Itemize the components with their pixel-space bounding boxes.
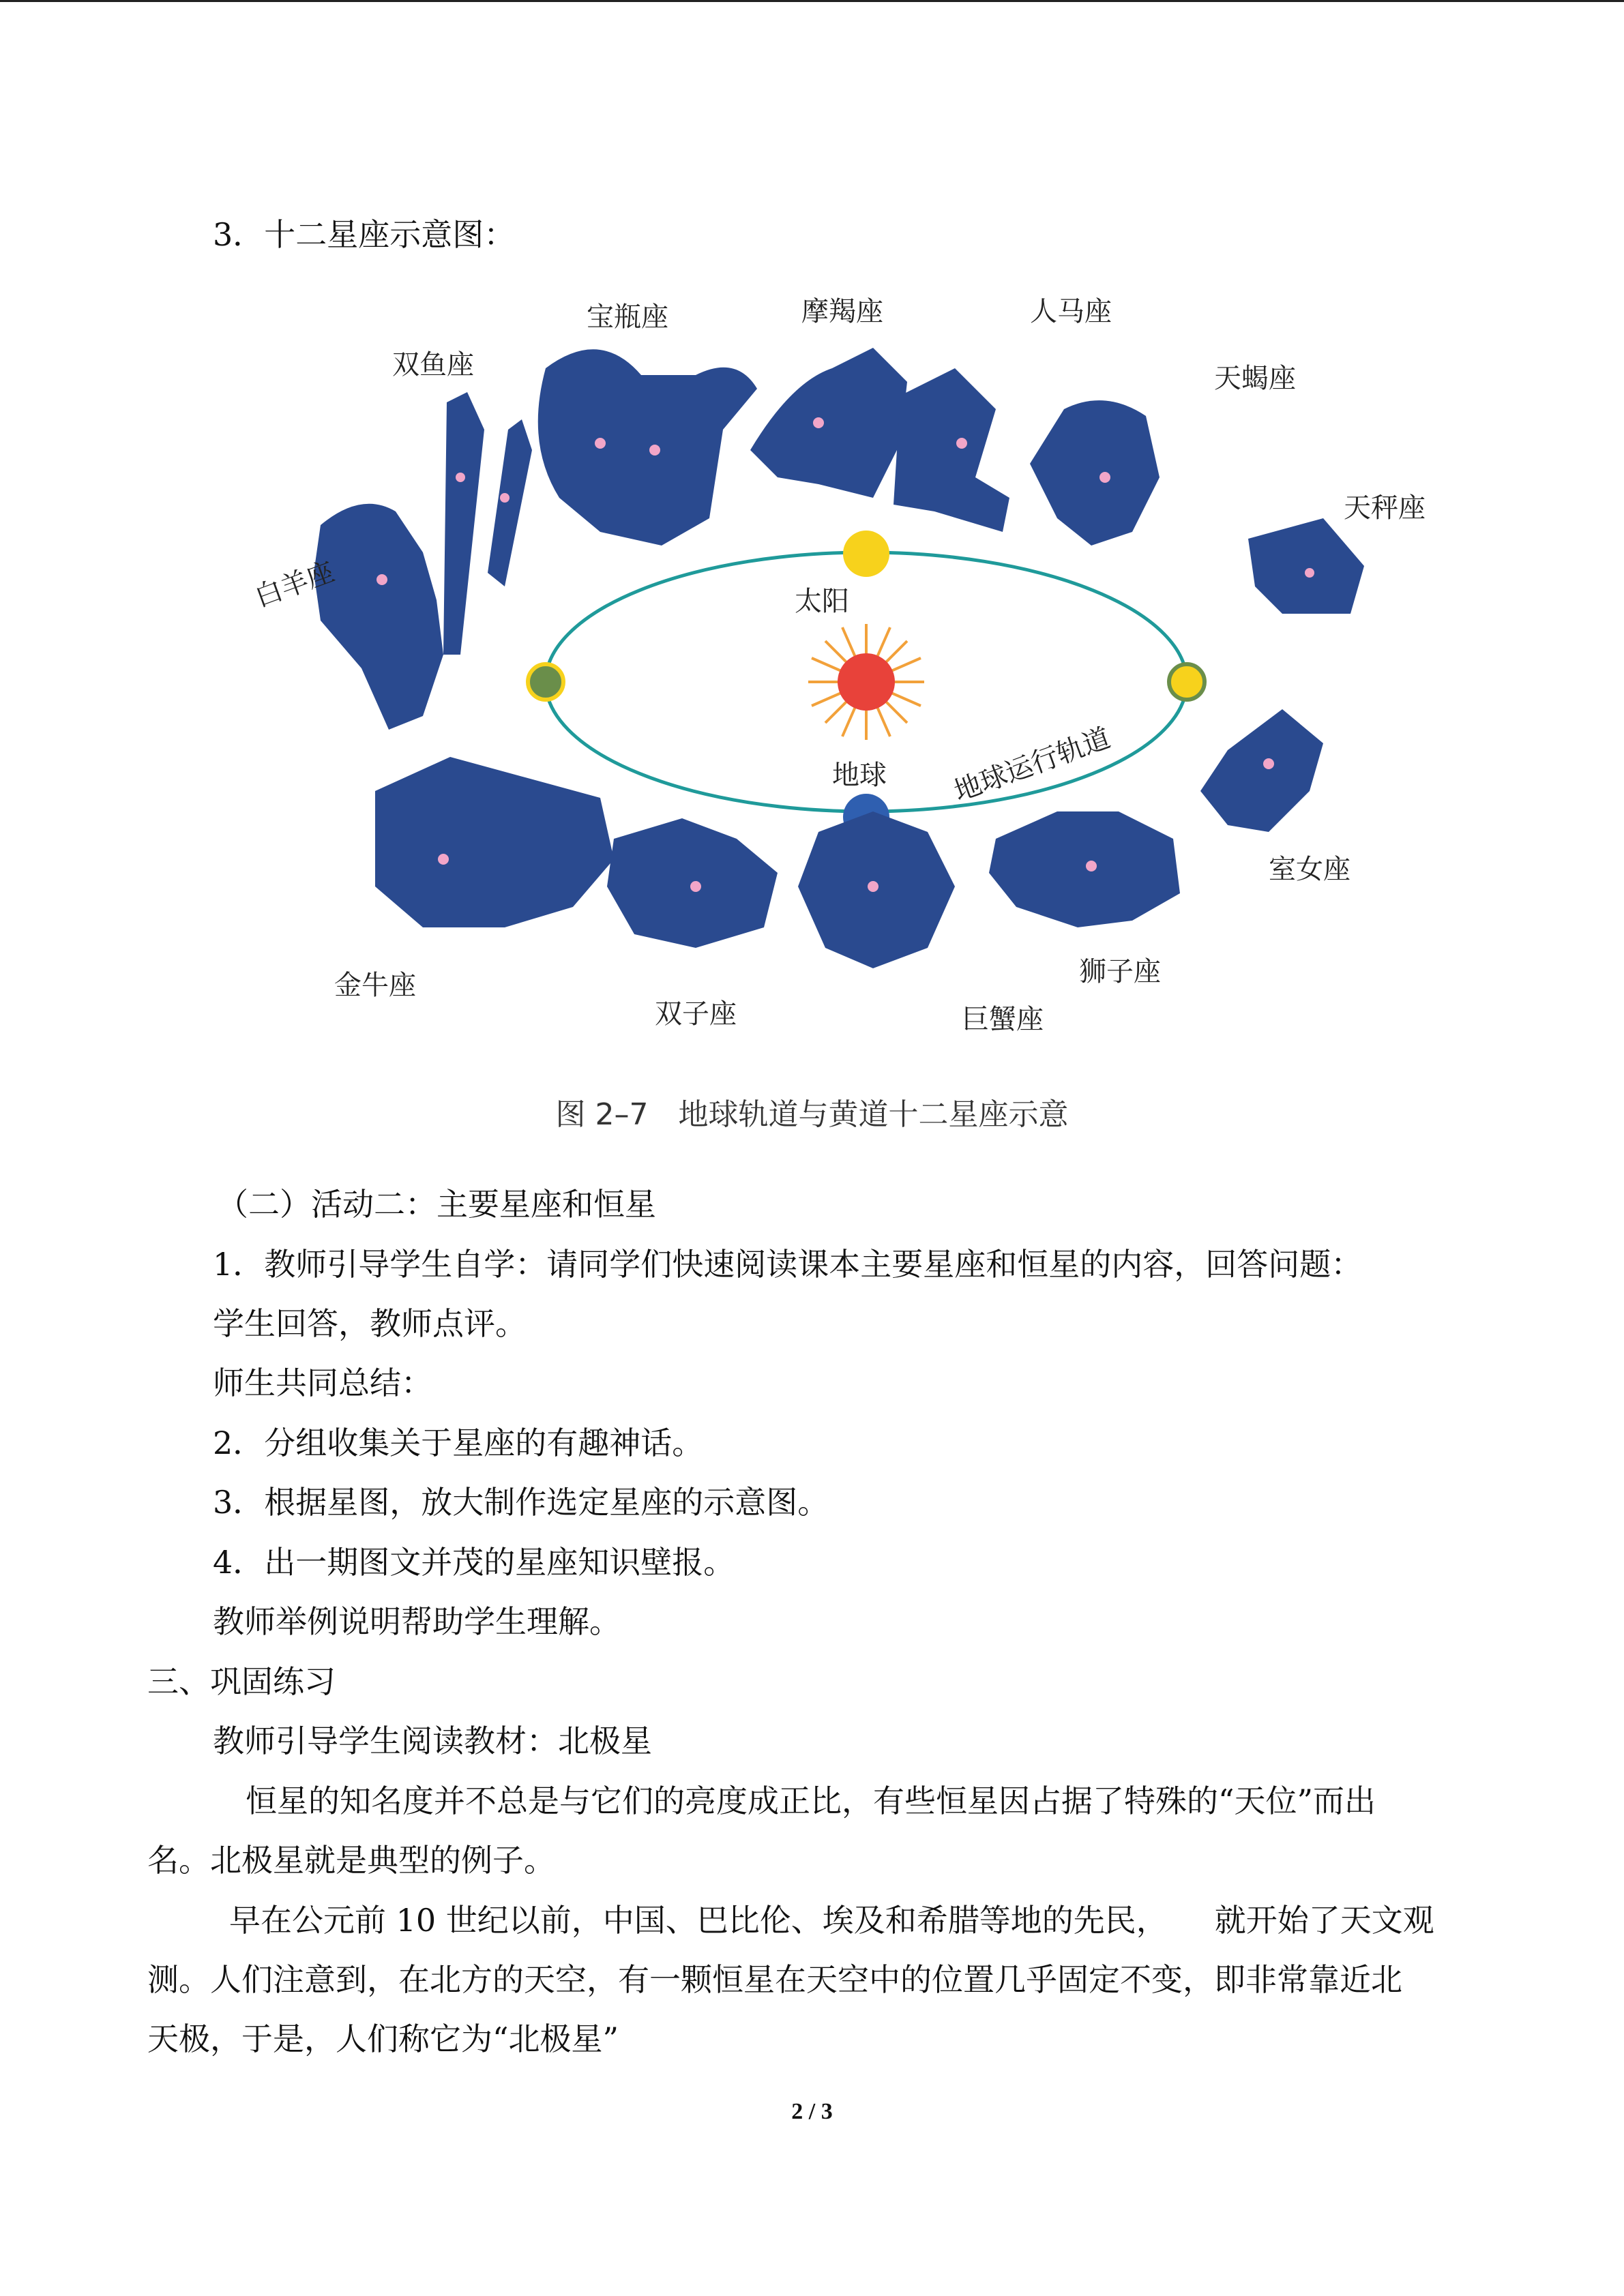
capricorn-label: 摩羯座 <box>801 296 883 327</box>
pisces-silhouette <box>443 392 532 655</box>
paragraph-11: 恒星的知名度并不总是与它们的亮度成正比，有些恒星因占据了特殊的“天位”而出 <box>246 1783 1376 1819</box>
taurus-silhouette <box>375 757 614 927</box>
virgo-silhouette <box>1200 709 1323 832</box>
leo-label: 狮子座 <box>1079 956 1161 987</box>
capricorn-silhouette <box>750 348 907 498</box>
paragraph-6: 3．根据星图，放大制作选定星座的示意图。 <box>213 1484 829 1521</box>
libra-silhouette <box>1248 518 1364 614</box>
paragraph-15: 天极，于是，人们称它为“北极星” <box>147 2021 619 2057</box>
paragraph-2: 1．教师引导学生自学：请同学们快速阅读课本主要星座和恒星的内容，回答问题： <box>213 1246 1363 1283</box>
paragraph-3: 学生回答，教师点评。 <box>213 1305 527 1342</box>
taurus-label: 金牛座 <box>334 970 416 1001</box>
aquarius-label: 宝瓶座 <box>587 301 668 333</box>
libra-label: 天秤座 <box>1344 492 1426 524</box>
section-heading: 3．十二星座示意图： <box>213 216 516 253</box>
aries-silhouette <box>314 504 443 730</box>
paragraph-7: 4．出一期图文并茂的星座知识壁报。 <box>213 1544 735 1581</box>
scorpio-silhouette <box>1030 400 1160 546</box>
paragraph-10: 教师引导学生阅读教材：北极星 <box>213 1723 652 1759</box>
cancer-label: 巨蟹座 <box>962 1004 1044 1035</box>
page-number: 2 / 3 <box>791 2099 833 2124</box>
sagittarius-silhouette <box>894 368 1009 532</box>
orbit-label: 地球运行轨道 <box>949 722 1114 808</box>
right-body-icon <box>1169 664 1205 700</box>
gemini-label: 双子座 <box>655 998 737 1030</box>
paragraph-13: 早在公元前 10 世纪以前，中国、巴比伦、埃及和希腊等地的先民， 就开始了天文观 <box>229 1902 1434 1939</box>
leo-silhouette <box>989 811 1180 927</box>
left-body-icon <box>528 664 563 700</box>
figure-caption: 图 2–7 地球轨道与黄道十二星座示意 <box>555 1097 1069 1132</box>
paragraph-12: 名。北极星就是典型的例子。 <box>147 1842 555 1879</box>
sagittarius-label: 人马座 <box>1030 296 1112 327</box>
section-three-heading: 三、巩固练习 <box>147 1663 336 1700</box>
zodiac-figure <box>218 273 1514 1064</box>
virgo-label: 室女座 <box>1269 854 1350 885</box>
paragraph-1: （二）活动二：主要星座和恒星 <box>217 1186 656 1223</box>
zodiac-diagram-svg <box>218 273 1514 1064</box>
top-body-icon <box>843 531 889 577</box>
scorpio-label: 天蝎座 <box>1214 363 1296 394</box>
paragraph-14: 测。人们注意到，在北方的天空，有一颗恒星在天空中的位置几乎固定不变，即非常靠近北 <box>147 1961 1402 1998</box>
sun-label: 太阳 <box>795 586 849 617</box>
earth-label: 地球 <box>832 760 887 791</box>
top-border-line <box>0 0 1624 2</box>
paragraph-4: 师生共同总结： <box>213 1365 432 1401</box>
sun-icon <box>838 653 895 711</box>
paragraph-8: 教师举例说明帮助学生理解。 <box>213 1603 621 1640</box>
paragraph-5: 2．分组收集关于星座的有趣神话。 <box>213 1425 704 1461</box>
pisces-label: 双鱼座 <box>392 349 474 381</box>
aquarius-silhouette <box>538 349 757 546</box>
aries-label: 白羊座 <box>250 556 339 614</box>
